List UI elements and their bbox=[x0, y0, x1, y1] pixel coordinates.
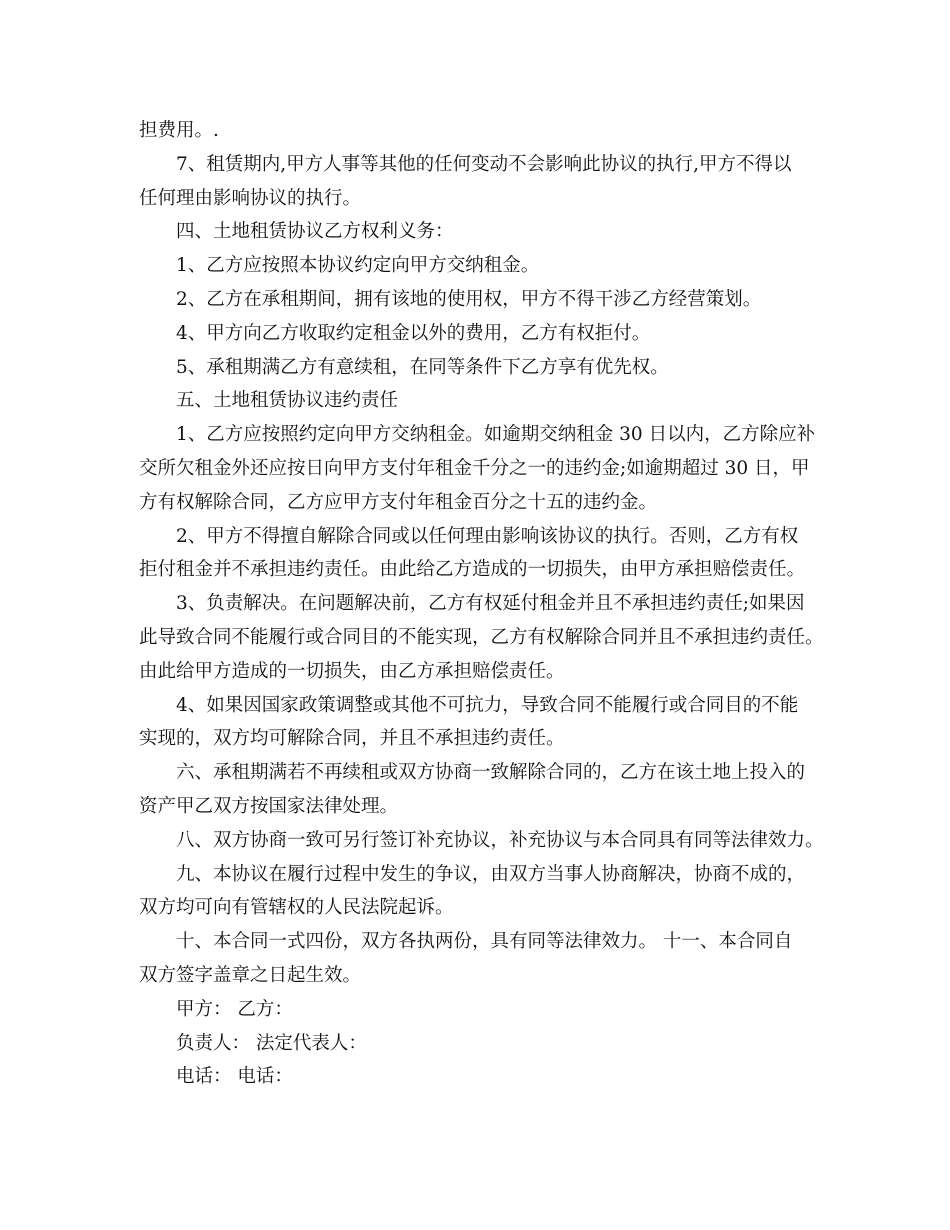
text-line: 4、如果因国家政策调整或其他不可抗力，导致合同不能履行或合同目的不能 bbox=[176, 694, 799, 716]
text-line: 八、双方协商一致可另行签订补充协议，补充协议与本合同具有同等法律效力。 bbox=[176, 829, 824, 851]
text-line: 2、甲方不得擅自解除合同或以任何理由影响该协议的执行。否则，乙方有权 bbox=[176, 525, 799, 547]
text-line: 双方均可向有管辖权的人民法院起诉。 bbox=[139, 897, 454, 919]
text-line: 4、甲方向乙方收取约定租金以外的费用，乙方有权拒付。 bbox=[176, 322, 651, 344]
text-line: 3、负责解决。在问题解决前，乙方有权延付租金并且不承担违约责任;如果因 bbox=[176, 593, 805, 615]
text-line: 资产甲乙双方按国家法律处理。 bbox=[139, 795, 399, 817]
text-line: 九、本协议在履行过程中发生的争议，由双方当事人协商解决，协商不成的， bbox=[176, 863, 806, 885]
section-heading: 五、土地租赁协议违约责任 bbox=[176, 390, 399, 412]
text-line: 此导致合同不能履行或合同目的不能实现，乙方有权解除合同并且不承担违约责任。 bbox=[139, 626, 824, 648]
signature-representative-line: 负责人： 法定代表人： bbox=[176, 1032, 367, 1054]
signature-party-line: 甲方： 乙方： bbox=[176, 998, 293, 1020]
text-line: 双方签字盖章之日起生效。 bbox=[139, 964, 362, 986]
text-line: 由此给甲方造成的一切损失，由乙方承担赔偿责任。 bbox=[139, 660, 565, 682]
section-heading: 四、土地租赁协议乙方权利义务： bbox=[176, 221, 454, 243]
text-line: 2、乙方在承租期间，拥有该地的使用权，甲方不得干涉乙方经营策划。 bbox=[176, 288, 762, 310]
signature-phone-line: 电话： 电话： bbox=[176, 1066, 293, 1088]
text-line: 5、承租期满乙方有意续租，在同等条件下乙方享有优先权。 bbox=[176, 356, 669, 378]
text-line: 十、本合同一式四份，双方各执两份，具有同等法律效力。 十一、本合同自 bbox=[176, 931, 793, 953]
text-line: 任何理由影响协议的执行。 bbox=[139, 187, 362, 209]
document-body bbox=[139, 114, 839, 1094]
text-line: 担费用。. bbox=[139, 120, 219, 141]
text-line: 实现的，双方均可解除合同，并且不承担违约责任。 bbox=[139, 728, 565, 750]
text-line: 1、乙方应按照约定向甲方交纳租金。如逾期交纳租金 30 日以内，乙方除应补 bbox=[176, 424, 816, 446]
text-line: 交所欠租金外还应按日向甲方支付年租金千分之一的违约金;如逾期超过 30 日，甲 bbox=[139, 457, 810, 479]
text-line: 方有权解除合同，乙方应甲方支付年租金百分之十五的违约金。 bbox=[139, 491, 658, 513]
text-line: 7、租赁期内,甲方人事等其他的任何变动不会影响此协议的执行,甲方不得以 bbox=[176, 153, 792, 175]
text-line: 1、乙方应按照本协议约定向甲方交纳租金。 bbox=[176, 255, 540, 277]
text-line: 六、承租期满若不再续租或双方协商一致解除合同的，乙方在该土地上投入的 bbox=[176, 762, 806, 784]
text-line: 拒付租金并不承担违约责任。由此给乙方造成的一切损失，由甲方承担赔偿责任。 bbox=[139, 559, 806, 581]
